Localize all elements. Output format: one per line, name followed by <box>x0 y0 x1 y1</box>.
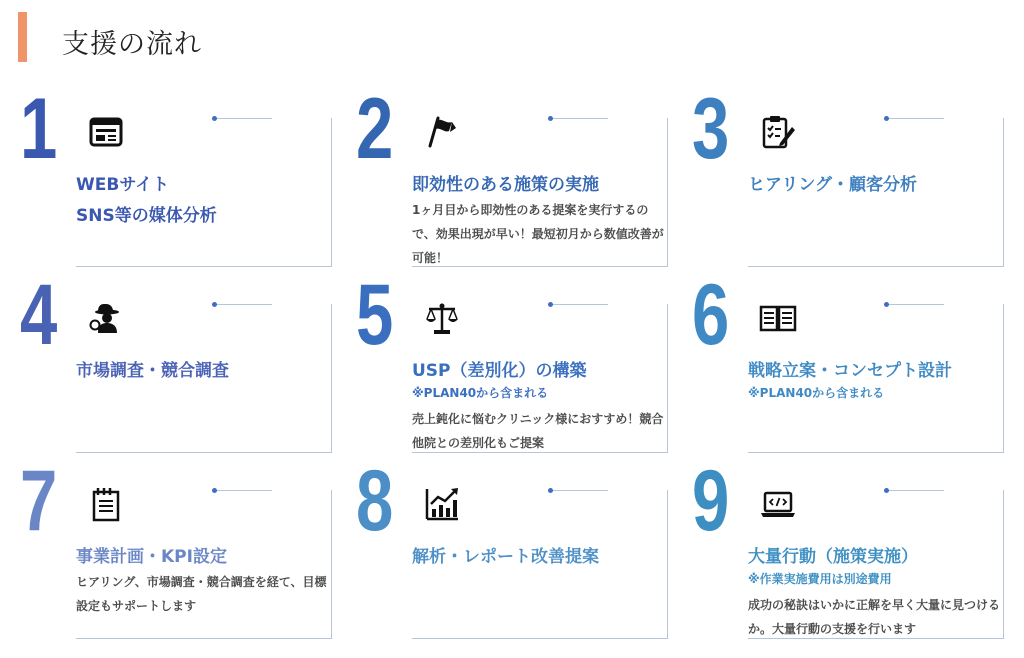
step-title: 大量行動（施策実施） <box>748 547 918 567</box>
step-number: 3 <box>692 81 730 177</box>
step-number: 2 <box>356 81 394 177</box>
frame-connector <box>886 490 944 491</box>
step-title: 戦略立案・コンセプト設計 <box>748 361 952 381</box>
header-accent-bar <box>18 12 27 62</box>
step-description: 成功の秘訣はいかに正解を早く大量に見つけるか。大量行動の支援を行います <box>748 598 1001 636</box>
step-3 <box>690 81 1005 272</box>
clipboard-pen-icon <box>758 112 798 152</box>
frame-dot <box>212 488 217 493</box>
frame-dot <box>884 488 889 493</box>
step-number: 7 <box>20 453 58 549</box>
scales-icon <box>422 298 462 338</box>
step-title: USP（差別化）の構築 <box>412 361 587 381</box>
step-2 <box>354 81 669 272</box>
frame-connector <box>550 304 608 305</box>
detective-icon <box>86 298 126 338</box>
step-4 <box>18 267 333 458</box>
page-header <box>18 12 418 64</box>
step-9 <box>690 453 1005 644</box>
step-note: ※PLAN40から含まれる <box>748 386 885 400</box>
step-6 <box>690 267 1005 458</box>
frame-dot <box>212 116 217 121</box>
frame-connector <box>886 118 944 119</box>
step-title: ヒアリング・顧客分析 <box>748 175 917 195</box>
frame-connector <box>214 490 272 491</box>
frame-dot <box>548 488 553 493</box>
frame-connector <box>214 118 272 119</box>
step-description: 1ヶ月目から即効性のある提案を実行するので、効果出現が早い！最短初月から数値改善が可能！ <box>412 203 664 265</box>
step-number: 6 <box>692 267 730 363</box>
page-title: 支援の流れ <box>62 29 202 60</box>
frame-dot <box>548 302 553 307</box>
step-description: ヒアリング、市場調査・競合調査を経て、目標設定もサポートします <box>76 575 327 613</box>
frame-connector <box>550 118 608 119</box>
step-7 <box>18 453 333 644</box>
step-note: ※作業実施費用は別途費用 <box>748 572 892 586</box>
step-title: 市場調査・競合調査 <box>76 361 229 381</box>
step-title: 解析・レポート改善提案 <box>412 547 599 567</box>
notepad-icon <box>86 484 126 524</box>
step-1 <box>18 81 333 272</box>
open-book-icon <box>758 298 798 338</box>
step-number: 9 <box>692 453 730 549</box>
frame-dot <box>548 116 553 121</box>
frame-connector <box>886 304 944 305</box>
step-title: 事業計画・KPI設定 <box>76 547 227 567</box>
browser-window-icon <box>86 112 126 152</box>
frame-dot <box>212 302 217 307</box>
flag-icon <box>422 112 462 152</box>
step-title: 即効性のある施策の実施 <box>412 175 599 195</box>
frame-connector <box>214 304 272 305</box>
step-5 <box>354 267 669 458</box>
step-number: 5 <box>356 267 394 363</box>
step-title: WEBサイト SNS等の媒体分析 <box>76 175 217 226</box>
step-8 <box>354 453 669 644</box>
step-number: 1 <box>20 81 58 177</box>
step-number: 8 <box>356 453 394 549</box>
growth-chart-icon <box>422 484 462 524</box>
step-description: 売上鈍化に悩むクリニック様におすすめ！競合他院との差別化もご提案 <box>412 412 664 450</box>
step-note: ※PLAN40から含まれる <box>412 386 549 400</box>
frame-dot <box>884 302 889 307</box>
laptop-code-icon <box>758 484 798 524</box>
frame-connector <box>550 490 608 491</box>
step-number: 4 <box>20 267 58 363</box>
frame-dot <box>884 116 889 121</box>
